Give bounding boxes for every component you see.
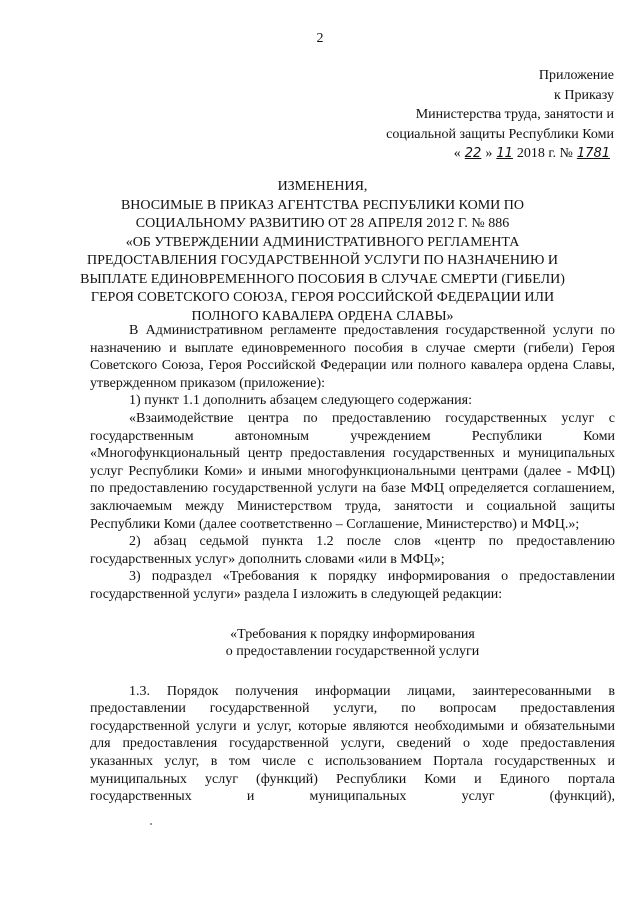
- item-1: 1) пункт 1.1 дополнить абзацем следующего содержания:: [129, 393, 472, 409]
- appendix-line: Министерства труда, занятости и: [415, 107, 614, 122]
- title-line: ГЕРОЯ СОВЕТСКОГО СОЮЗА, ГЕРОЯ РОССИЙСКОЙ ФЕДЕРАЦИИ ИЛИ: [90, 290, 555, 305]
- title-line: ПРЕДОСТАВЛЕНИЯ ГОСУДАРСТВЕННОЙ УСЛУГИ ПО НАЗНАЧЕНИЮ И: [86, 253, 559, 268]
- title-line: ВНОСИМЫЕ В ПРИКАЗ АГЕНТСТВА РЕСПУБЛИКИ КОМИ ПО: [120, 197, 525, 213]
- appendix-line: к Приказу: [554, 87, 614, 103]
- appendix-block: [386, 66, 614, 164]
- title-line: ВЫПЛАТЕ ЕДИНОВРЕМЕННОГО ПОСОБИЯ В СЛУЧАЕ СМЕРТИ (ГИБЕЛИ): [80, 271, 565, 287]
- year-number-label: 2018 г. №: [516, 146, 573, 161]
- order-date-line: [386, 144, 614, 164]
- title-line: ИЗМЕНЕНИЯ,: [277, 179, 368, 194]
- scan-speck: [150, 823, 152, 825]
- appendix-line: социальной защиты Республики Коми: [386, 126, 614, 142]
- title-line: ПОЛНОГО КАВАЛЕРА ОРДЕНА СЛАВЫ»: [191, 308, 454, 324]
- handwritten-order-number: 1781: [576, 146, 610, 161]
- handwritten-month: 11: [496, 146, 513, 161]
- quote-close: »: [485, 146, 493, 161]
- item-2: 2) абзац седьмой пункта 1.2 после слов «центр по предоставлению государственных услуг» дополнить словами «или в МФЦ»;: [90, 534, 615, 567]
- section-heading-line: о предоставлении государственной услуги: [225, 644, 480, 660]
- title-line: «ОБ УТВЕРЖДЕНИИ АДМИНИСТРАТИВНОГО РЕГЛАМЕНТА: [125, 234, 520, 250]
- quote-paragraph: «Взаимодействие центра по предоставлению государственных услуг с государственным автономным учреждением Республики Коми «Многофункциональный центр предоставления государственных и муниципальных услуг Республики Коми» и иными многофункциональными центрами (далее - МФЦ) по предоставлению государственной услуги на базе МФЦ определяется соглашением, заключаемым между Министерством труда, занятости и социальной защиты Республики Коми (далее соответственно – Соглашение, Министерство) и МФЦ.»;: [90, 410, 615, 532]
- page-number: 2: [316, 31, 324, 46]
- item-3: 3) подраздел «Требования к порядку информирования о предоставлении государственной услуги» раздела I изложить в следующей редакции:: [90, 569, 615, 602]
- document-body: [90, 322, 615, 806]
- document-title: [30, 178, 615, 326]
- section-heading: [90, 626, 615, 661]
- appendix-line: Приложение: [538, 68, 614, 83]
- handwritten-day: 22: [464, 146, 482, 161]
- title-line: СОЦИАЛЬНОМУ РАЗВИТИЮ ОТ 28 АПРЕЛЯ 2012 Г. № 886: [135, 216, 510, 231]
- paragraph-1-3: 1.3. Порядок получения информации лицами, заинтересованными в предоставлении государственной услуги, по вопросам предоставления государственной услуги и услуг, которые являются необходимыми и обязательными для предоставления государственной услуги, сведений о ходе предоставления указанных услуг, в том числе с использованием Портала государственных и муниципальных услуг (функций) Республики Коми и Единого портала государственных и муниципальных услуг (функций),: [90, 683, 615, 805]
- intro-paragraph: В Административном регламенте предоставления государственной услуги по назначению и выплате единовременного пособия в случае смерти (гибели) Героя Советского Союза, Героя Российской Федерации или полного кавалера ордена Славы, утвержденном приказом (приложение):: [90, 323, 615, 391]
- section-heading-line: «Требования к порядку информирования: [230, 626, 475, 642]
- quote-open: «: [453, 146, 461, 161]
